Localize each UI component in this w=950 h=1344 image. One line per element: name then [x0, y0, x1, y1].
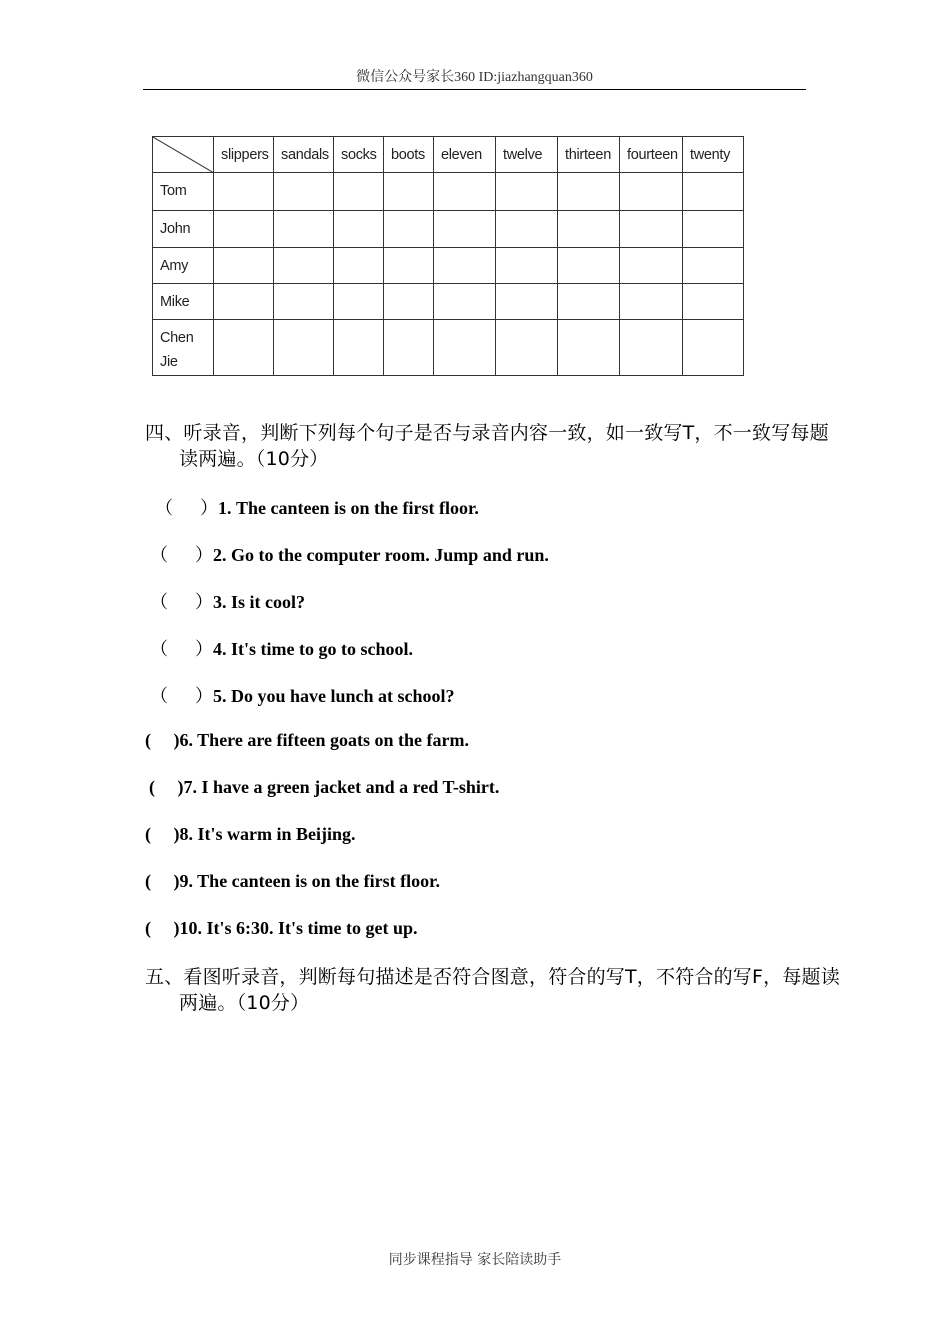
answer-open-paren[interactable]: （	[155, 498, 173, 518]
grid-answer-cell[interactable]	[496, 248, 558, 284]
grid-row-name: John	[153, 211, 214, 248]
grid-answer-cell[interactable]	[274, 211, 334, 248]
grid-answer-cell[interactable]	[496, 320, 558, 376]
grid-column-header: fourteen	[620, 137, 683, 173]
answer-open-paren[interactable]: （	[150, 545, 168, 565]
answer-open-paren[interactable]: (	[145, 918, 151, 938]
answer-open-paren[interactable]: (	[145, 824, 151, 844]
grid-row	[153, 248, 744, 284]
section-4-title: 四、听录音，判断下列每个句子是否与录音内容一致，如一致写T，不一致写每题读两遍。（10分）	[145, 422, 829, 470]
grid-answer-cell[interactable]	[558, 211, 620, 248]
question-text: 1. The canteen is on the first floor.	[218, 498, 479, 518]
grid-column-header: twelve	[496, 137, 558, 173]
grid-answer-cell[interactable]	[558, 320, 620, 376]
grid-answer-cell[interactable]	[214, 248, 274, 284]
page-header: 微信公众号家长360 ID:jiazhangquan360	[143, 66, 806, 90]
grid-answer-cell[interactable]	[496, 211, 558, 248]
page-footer: 同步课程指导 家长陪读助手	[388, 1252, 562, 1268]
grid-answer-cell[interactable]	[334, 320, 384, 376]
question-text: 3. Is it cool?	[213, 592, 305, 612]
question-item	[150, 682, 455, 708]
grid-answer-cell[interactable]	[620, 284, 683, 320]
grid-answer-cell[interactable]	[434, 173, 496, 211]
grid-answer-cell[interactable]	[496, 173, 558, 211]
question-item	[150, 541, 549, 567]
question-text: 4. It's time to go to school.	[213, 639, 413, 659]
answer-close-paren: )	[173, 824, 180, 844]
grid-answer-cell[interactable]	[620, 211, 683, 248]
grid-answer-cell[interactable]	[434, 211, 496, 248]
answer-open-paren[interactable]: （	[150, 686, 168, 706]
question-item	[145, 918, 417, 939]
grid-row-name: Tom	[153, 173, 214, 211]
answer-open-paren[interactable]: （	[150, 592, 168, 612]
grid-answer-cell[interactable]	[683, 320, 744, 376]
answer-close-paren: )	[173, 918, 180, 938]
question-item	[149, 777, 499, 798]
question-text: 6. There are fifteen goats on the farm.	[179, 730, 469, 750]
question-text: 10. It's 6:30. It's time to get up.	[179, 918, 418, 938]
grid-answer-cell[interactable]	[683, 248, 744, 284]
answer-close-paren: )	[173, 730, 180, 750]
question-item	[145, 730, 469, 751]
grid-answer-cell[interactable]	[334, 211, 384, 248]
question-text: 8. It's warm in Beijing.	[179, 824, 356, 844]
grid-row-name: Mike	[153, 284, 214, 320]
grid-answer-cell[interactable]	[214, 211, 274, 248]
answer-open-paren[interactable]: （	[150, 639, 168, 659]
grid-corner-cell	[153, 137, 214, 173]
grid-answer-cell[interactable]	[384, 320, 434, 376]
grid-answer-cell[interactable]	[384, 284, 434, 320]
grid-answer-cell[interactable]	[558, 173, 620, 211]
grid-answer-cell[interactable]	[334, 173, 384, 211]
grid-column-header: eleven	[434, 137, 496, 173]
grid-answer-cell[interactable]	[620, 320, 683, 376]
grid-row	[153, 284, 744, 320]
grid-answer-cell[interactable]	[384, 248, 434, 284]
grid-row	[153, 320, 744, 376]
answer-open-paren[interactable]: (	[145, 871, 151, 891]
question-item	[155, 494, 479, 520]
question-text: 5. Do you have lunch at school?	[213, 686, 455, 706]
question-item	[145, 871, 440, 892]
grid-answer-cell[interactable]	[434, 320, 496, 376]
grid-column-header: twenty	[683, 137, 744, 173]
question-item	[150, 635, 413, 661]
grid-column-header: boots	[384, 137, 434, 173]
grid-answer-cell[interactable]	[558, 284, 620, 320]
grid-row-name: Amy	[153, 248, 214, 284]
grid-answer-cell[interactable]	[274, 284, 334, 320]
grid-answer-cell[interactable]	[274, 320, 334, 376]
grid-row	[153, 211, 744, 248]
answer-grid	[152, 136, 744, 376]
answer-close-paren: ）	[195, 639, 213, 659]
grid-answer-cell[interactable]	[434, 284, 496, 320]
grid-answer-cell[interactable]	[274, 173, 334, 211]
grid-answer-cell[interactable]	[384, 173, 434, 211]
answer-close-paren: ）	[195, 545, 213, 565]
diagonal-line-icon	[153, 137, 214, 173]
grid-answer-cell[interactable]	[384, 211, 434, 248]
answer-close-paren: )	[177, 777, 184, 797]
grid-column-header: socks	[334, 137, 384, 173]
question-item	[150, 588, 305, 614]
grid-header-row	[153, 137, 744, 173]
answer-close-paren: ）	[200, 498, 218, 518]
grid-answer-cell[interactable]	[274, 248, 334, 284]
grid-answer-cell[interactable]	[620, 173, 683, 211]
question-text: 9. The canteen is on the first floor.	[179, 871, 440, 891]
answer-close-paren: ）	[195, 686, 213, 706]
grid-column-header: sandals	[274, 137, 334, 173]
grid-column-header: thirteen	[558, 137, 620, 173]
grid-answer-cell[interactable]	[496, 284, 558, 320]
grid-row	[153, 173, 744, 211]
grid-answer-cell[interactable]	[620, 248, 683, 284]
question-text: 2. Go to the computer room. Jump and run.	[213, 545, 549, 565]
grid-answer-cell[interactable]	[214, 284, 274, 320]
question-text: 7. I have a green jacket and a red T-shirt.	[183, 777, 500, 797]
section-5-title: 五、看图听录音，判断每句描述是否符合图意，符合的写T，不符合的写F，每题读两遍。（10分）	[145, 966, 840, 1014]
grid-column-header: slippers	[214, 137, 274, 173]
grid-answer-cell[interactable]	[214, 320, 274, 376]
grid-answer-cell[interactable]	[558, 248, 620, 284]
answer-close-paren: )	[173, 871, 180, 891]
grid-answer-cell[interactable]	[334, 284, 384, 320]
grid-answer-cell[interactable]	[334, 248, 384, 284]
answer-open-paren[interactable]: (	[149, 777, 155, 797]
grid-row-name: Chen Jie	[153, 320, 214, 376]
question-item	[145, 824, 356, 845]
grid-answer-cell[interactable]	[683, 211, 744, 248]
grid-answer-cell[interactable]	[434, 248, 496, 284]
answer-open-paren[interactable]: (	[145, 730, 151, 750]
answer-close-paren: ）	[195, 592, 213, 612]
grid-answer-cell[interactable]	[683, 173, 744, 211]
grid-answer-cell[interactable]	[214, 173, 274, 211]
grid-answer-cell[interactable]	[683, 284, 744, 320]
